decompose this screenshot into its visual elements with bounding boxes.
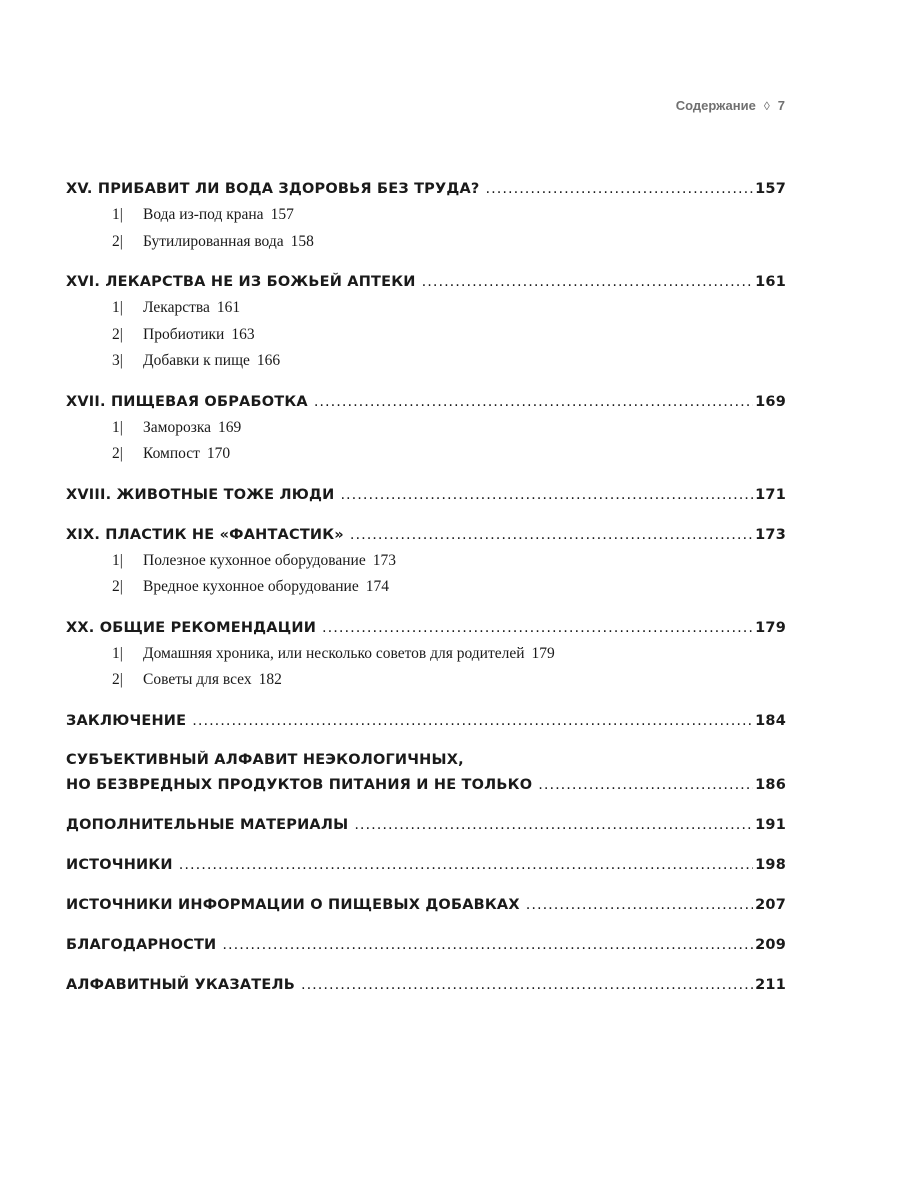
toc-subsection-page: 179 [531, 644, 555, 662]
toc-dot-leader [350, 522, 753, 548]
toc-subsection-number: 2| [112, 325, 123, 343]
toc-subsection-page: 174 [365, 578, 389, 595]
toc-subsection[interactable] [66, 574, 786, 601]
toc-chapter-page: 169 [755, 393, 786, 410]
toc-subsection-number: 1| [112, 551, 123, 569]
toc-chapter-title: ИСТОЧНИКИ ИНФОРМАЦИИ О ПИЩЕВЫХ ДОБАВКАХ [66, 896, 520, 913]
toc-subsection-number: 1| [112, 644, 123, 662]
toc-chapter [66, 176, 786, 255]
toc-chapter-page: 198 [755, 856, 786, 873]
toc-subsection-title: Полезное кухонное оборудование [143, 551, 366, 569]
toc-chapter [66, 615, 786, 694]
toc-dot-leader [301, 972, 753, 998]
toc-subsection-page: 157 [270, 206, 294, 223]
toc-chapter-title-line[interactable]: СУБЪЕКТИВНЫЙ АЛФАВИТ НЕЭКОЛОГИЧНЫХ, [66, 751, 464, 768]
toc-subsection-title: Советы для всех [143, 671, 252, 688]
toc-dot-leader [340, 482, 753, 508]
toc-dot-leader [179, 852, 753, 878]
toc-subsection[interactable] [66, 348, 786, 375]
toc-chapter-title: XV. ПРИБАВИТ ЛИ ВОДА ЗДОРОВЬЯ БЕЗ ТРУДА? [66, 181, 480, 197]
toc-chapter-page: 207 [755, 896, 786, 913]
toc-chapter [66, 389, 786, 468]
header-separator: ◊ [763, 98, 770, 113]
toc-chapter [66, 708, 786, 734]
toc-chapter-page: 171 [755, 486, 786, 503]
toc-chapter-title: XVII. ПИЩЕВАЯ ОБРАБОТКА [66, 393, 308, 410]
toc-chapter-entry[interactable] [66, 389, 786, 415]
table-of-contents [66, 176, 786, 1012]
toc-subsection-number: 3| [112, 352, 123, 369]
toc-dot-leader [526, 892, 753, 918]
toc-chapter-title: ИСТОЧНИКИ [66, 856, 173, 873]
running-header [676, 98, 785, 113]
toc-chapter-page: 173 [755, 526, 786, 543]
toc-chapter-title: XVIII. ЖИВОТНЫЕ ТОЖЕ ЛЮДИ [66, 486, 335, 503]
toc-subsection-page: 166 [256, 352, 281, 369]
toc-chapter-entry[interactable] [66, 812, 786, 838]
toc-subsection-title: Лекарства [143, 299, 210, 316]
toc-subsection[interactable] [66, 548, 786, 575]
toc-chapter-entry[interactable] [66, 852, 786, 878]
toc-dot-leader [222, 932, 753, 958]
toc-chapter-page: 161 [755, 274, 786, 290]
toc-subsection-number: 2| [112, 232, 123, 250]
toc-dot-leader [314, 389, 753, 415]
toc-subsection-title: Заморозка [143, 418, 212, 436]
toc-dot-leader [354, 812, 753, 838]
toc-chapter-title: XIX. ПЛАСТИК НЕ «ФАНТАСТИК» [66, 526, 344, 543]
toc-subsection-page: 173 [372, 551, 396, 569]
toc-chapter-title: ДОПОЛНИТЕЛЬНЫЕ МАТЕРИАЛЫ [66, 816, 349, 833]
toc-chapter-page: 191 [755, 816, 786, 833]
toc-subsection-page: 158 [290, 232, 314, 250]
toc-subsection-title: Домашняя хроника, или несколько советов для родителей [143, 644, 525, 662]
toc-chapter [66, 972, 786, 998]
toc-subsection-list [66, 202, 786, 255]
toc-subsection-list [66, 548, 786, 601]
toc-chapter-entry[interactable] [66, 482, 786, 508]
toc-chapter-title: НО БЕЗВРЕДНЫХ ПРОДУКТОВ ПИТАНИЯ И НЕ ТОЛЬКО [66, 776, 533, 793]
toc-subsection-page: 161 [216, 299, 241, 316]
toc-dot-leader [192, 708, 753, 734]
toc-chapter-page: 179 [755, 619, 786, 636]
toc-chapter-page: 184 [755, 712, 786, 729]
toc-chapter [66, 482, 786, 508]
toc-subsection-title: Вредное кухонное оборудование [143, 578, 359, 595]
toc-chapter-title: XVI. ЛЕКАРСТВА НЕ ИЗ БОЖЬЕЙ АПТЕКИ [66, 274, 416, 290]
toc-chapter-entry[interactable] [66, 176, 786, 202]
toc-subsection-page: 163 [231, 325, 255, 343]
toc-subsection-title: Вода из-под крана [143, 206, 264, 223]
toc-subsection[interactable] [66, 295, 786, 322]
toc-subsection-number: 1| [112, 418, 123, 436]
toc-subsection-number: 1| [112, 299, 123, 316]
toc-subsection[interactable] [66, 641, 786, 668]
toc-chapter-page: 186 [755, 776, 786, 793]
toc-chapter-title: БЛАГОДАРНОСТИ [66, 936, 217, 953]
toc-subsection-title: Добавки к пище [143, 352, 250, 369]
toc-chapter-entry[interactable] [66, 708, 786, 734]
toc-chapter-page: 209 [755, 936, 786, 953]
toc-chapter [66, 748, 786, 798]
toc-subsection-title: Бутилированная вода [143, 232, 284, 250]
toc-subsection-title: Компост [143, 445, 200, 462]
toc-subsection[interactable] [66, 667, 786, 694]
toc-chapter-title: АЛФАВИТНЫЙ УКАЗАТЕЛЬ [66, 976, 295, 993]
toc-chapter-title: XX. ОБЩИЕ РЕКОМЕНДАЦИИ [66, 619, 317, 636]
toc-subsection[interactable] [66, 441, 786, 468]
toc-chapter [66, 269, 786, 375]
toc-chapter-entry[interactable] [66, 772, 786, 798]
toc-chapter-page: 157 [755, 181, 786, 197]
toc-subsection-list [66, 641, 786, 694]
toc-subsection-number: 2| [112, 445, 123, 462]
toc-chapter-entry[interactable] [66, 269, 786, 295]
toc-subsection-number: 1| [112, 206, 123, 223]
toc-subsection-page: 182 [258, 671, 282, 688]
toc-dot-leader [538, 772, 753, 798]
toc-subsection-title: Пробиотики [143, 325, 225, 343]
toc-chapter-page: 211 [755, 976, 786, 993]
toc-dot-leader [486, 176, 754, 202]
toc-subsection[interactable] [66, 229, 786, 256]
toc-chapter-entry[interactable] [66, 932, 786, 958]
toc-subsection[interactable] [66, 202, 786, 229]
toc-subsection-number: 2| [112, 671, 123, 688]
toc-chapter [66, 892, 786, 918]
header-section-title: Содержание [675, 98, 756, 113]
toc-chapter-entry[interactable] [66, 972, 786, 998]
toc-dot-leader [322, 615, 753, 641]
toc-subsection-list [66, 295, 786, 375]
toc-chapter-title: ЗАКЛЮЧЕНИЕ [66, 712, 187, 729]
toc-chapter [66, 812, 786, 838]
toc-chapter-entry[interactable] [66, 522, 786, 548]
toc-subsection-page: 169 [218, 418, 242, 436]
toc-chapter [66, 522, 786, 601]
header-page-number: 7 [777, 98, 785, 113]
toc-subsection-list [66, 415, 786, 468]
toc-chapter-entry[interactable] [66, 892, 786, 918]
toc-subsection[interactable] [66, 322, 786, 349]
toc-subsection-page: 170 [206, 445, 231, 462]
toc-dot-leader [422, 269, 753, 295]
toc-chapter-entry[interactable] [66, 615, 786, 641]
toc-chapter [66, 852, 786, 878]
toc-chapter [66, 932, 786, 958]
toc-subsection-number: 2| [112, 578, 123, 595]
toc-subsection[interactable] [66, 415, 786, 442]
